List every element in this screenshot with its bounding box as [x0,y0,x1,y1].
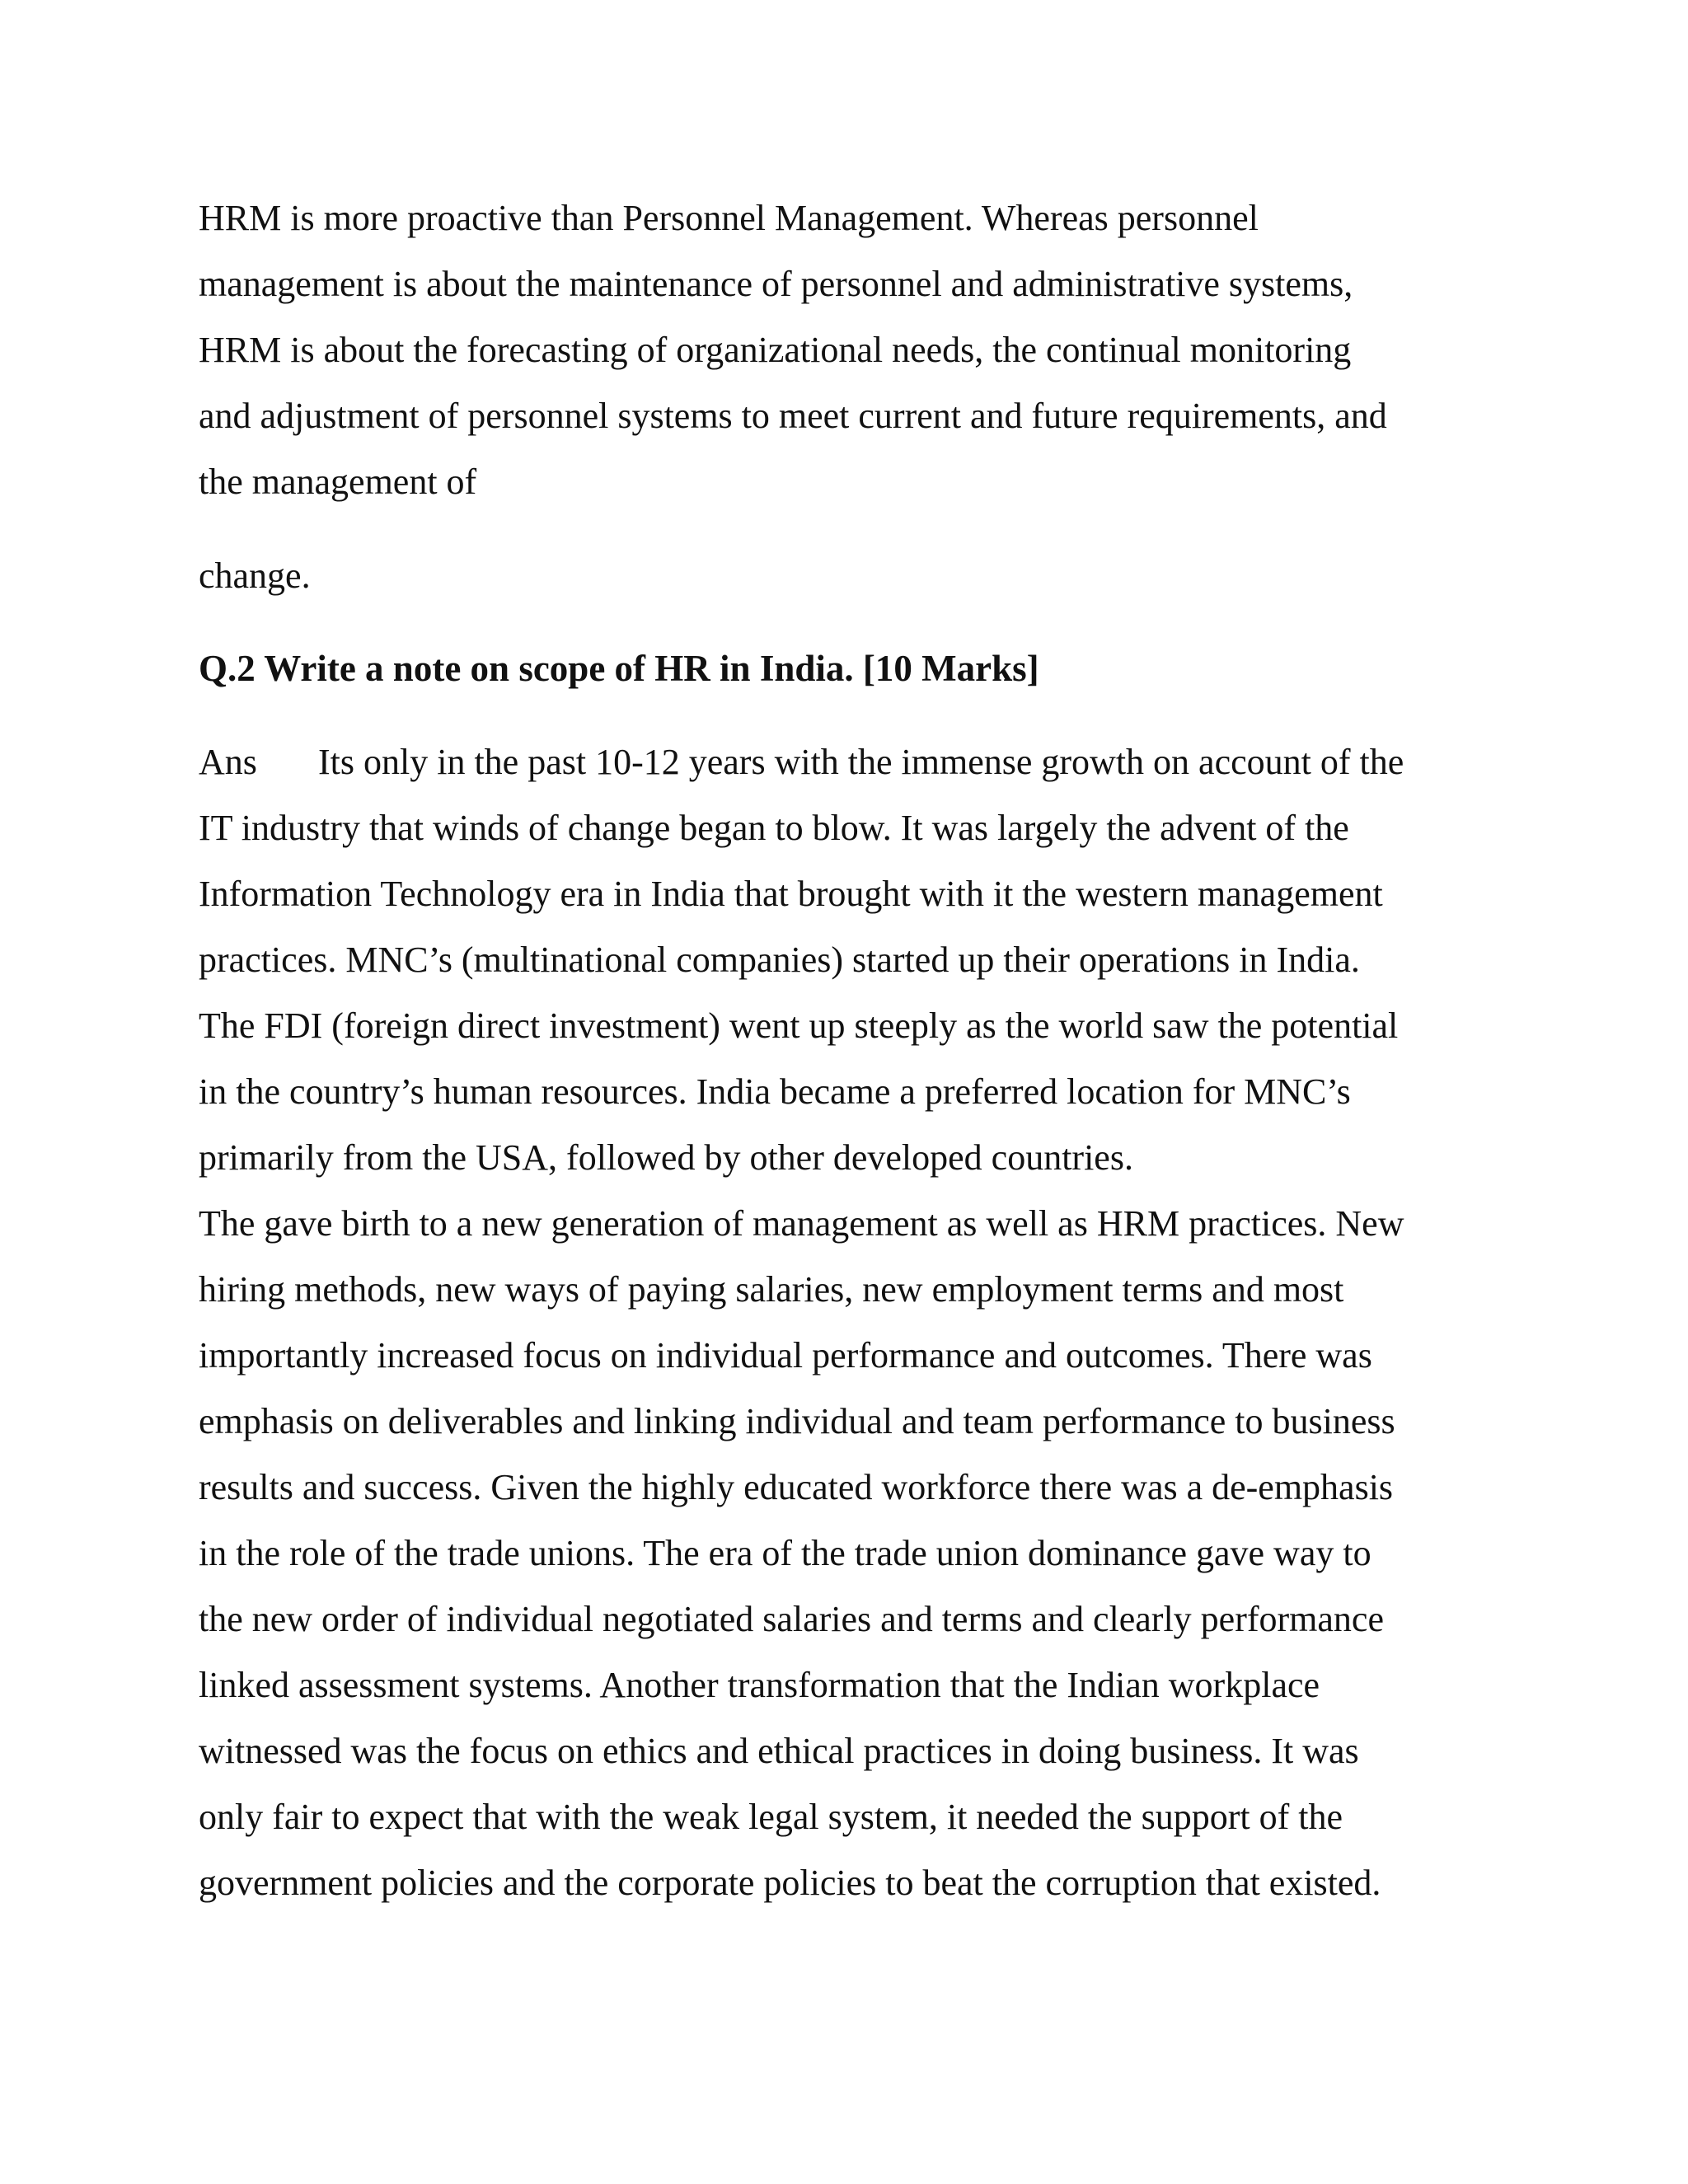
paragraph1-line-2: management is about the maintenance of personnel and administrative systems, [199,264,1353,304]
answer-line-11: emphasis on deliverables and linking individual and team performance to business [199,1401,1395,1441]
answer-line-13: in the role of the trade unions. The era of the trade union dominance gave way to [199,1533,1372,1573]
answer-line-1-text: Its only in the past 10-12 years with the immense growth on account of the [318,742,1404,782]
answer-line-6: in the country’s human resources. India became a preferred location for MNC’s [199,1071,1351,1112]
answer-line-3: Information Technology era in India that brought with it the western management [199,874,1383,914]
answer-label: Ans [199,742,257,782]
answer-line-15: linked assessment systems. Another transformation that the Indian workplace [199,1665,1320,1705]
answer-line-17: only fair to expect that with the weak legal system, it needed the support of the [199,1797,1343,1837]
answer-line-1 [199,740,1404,785]
answer-line-7: primarily from the USA, followed by other developed countries. [199,1137,1133,1178]
answer-line-14: the new order of individual negotiated salaries and terms and clearly performance [199,1599,1384,1639]
paragraph1-line-1: HRM is more proactive than Personnel Management. Whereas personnel [199,198,1259,238]
answer-line-12: results and success. Given the highly educated workforce there was a de-emphasis [199,1467,1394,1507]
answer-line-8: The gave birth to a new generation of management as well as HRM practices. New [199,1203,1404,1244]
paragraph2-line-1: change. [199,555,311,596]
paragraph1-line-3: HRM is about the forecasting of organizational needs, the continual monitoring [199,330,1352,370]
paragraph1-line-5: the management of [199,462,477,502]
answer-line-10: importantly increased focus on individual performance and outcomes. There was [199,1335,1372,1376]
question-heading: Q.2 Write a note on scope of HR in India. [10 Marks] [199,648,1039,689]
paragraph1-line-4: and adjustment of personnel systems to meet current and future requirements, and [199,396,1387,436]
answer-line-18: government policies and the corporate policies to beat the corruption that existed. [199,1863,1381,1903]
answer-line-2: IT industry that winds of change began to blow. It was largely the advent of the [199,808,1349,848]
answer-line-4: practices. MNC’s (multinational companies) started up their operations in India. [199,940,1360,980]
answer-line-5: The FDI (foreign direct investment) went up steeply as the world saw the potential [199,1005,1399,1046]
answer-line-9: hiring methods, new ways of paying salaries, new employment terms and most [199,1269,1344,1310]
answer-line-16: witnessed was the focus on ethics and ethical practices in doing business. It was [199,1731,1359,1771]
